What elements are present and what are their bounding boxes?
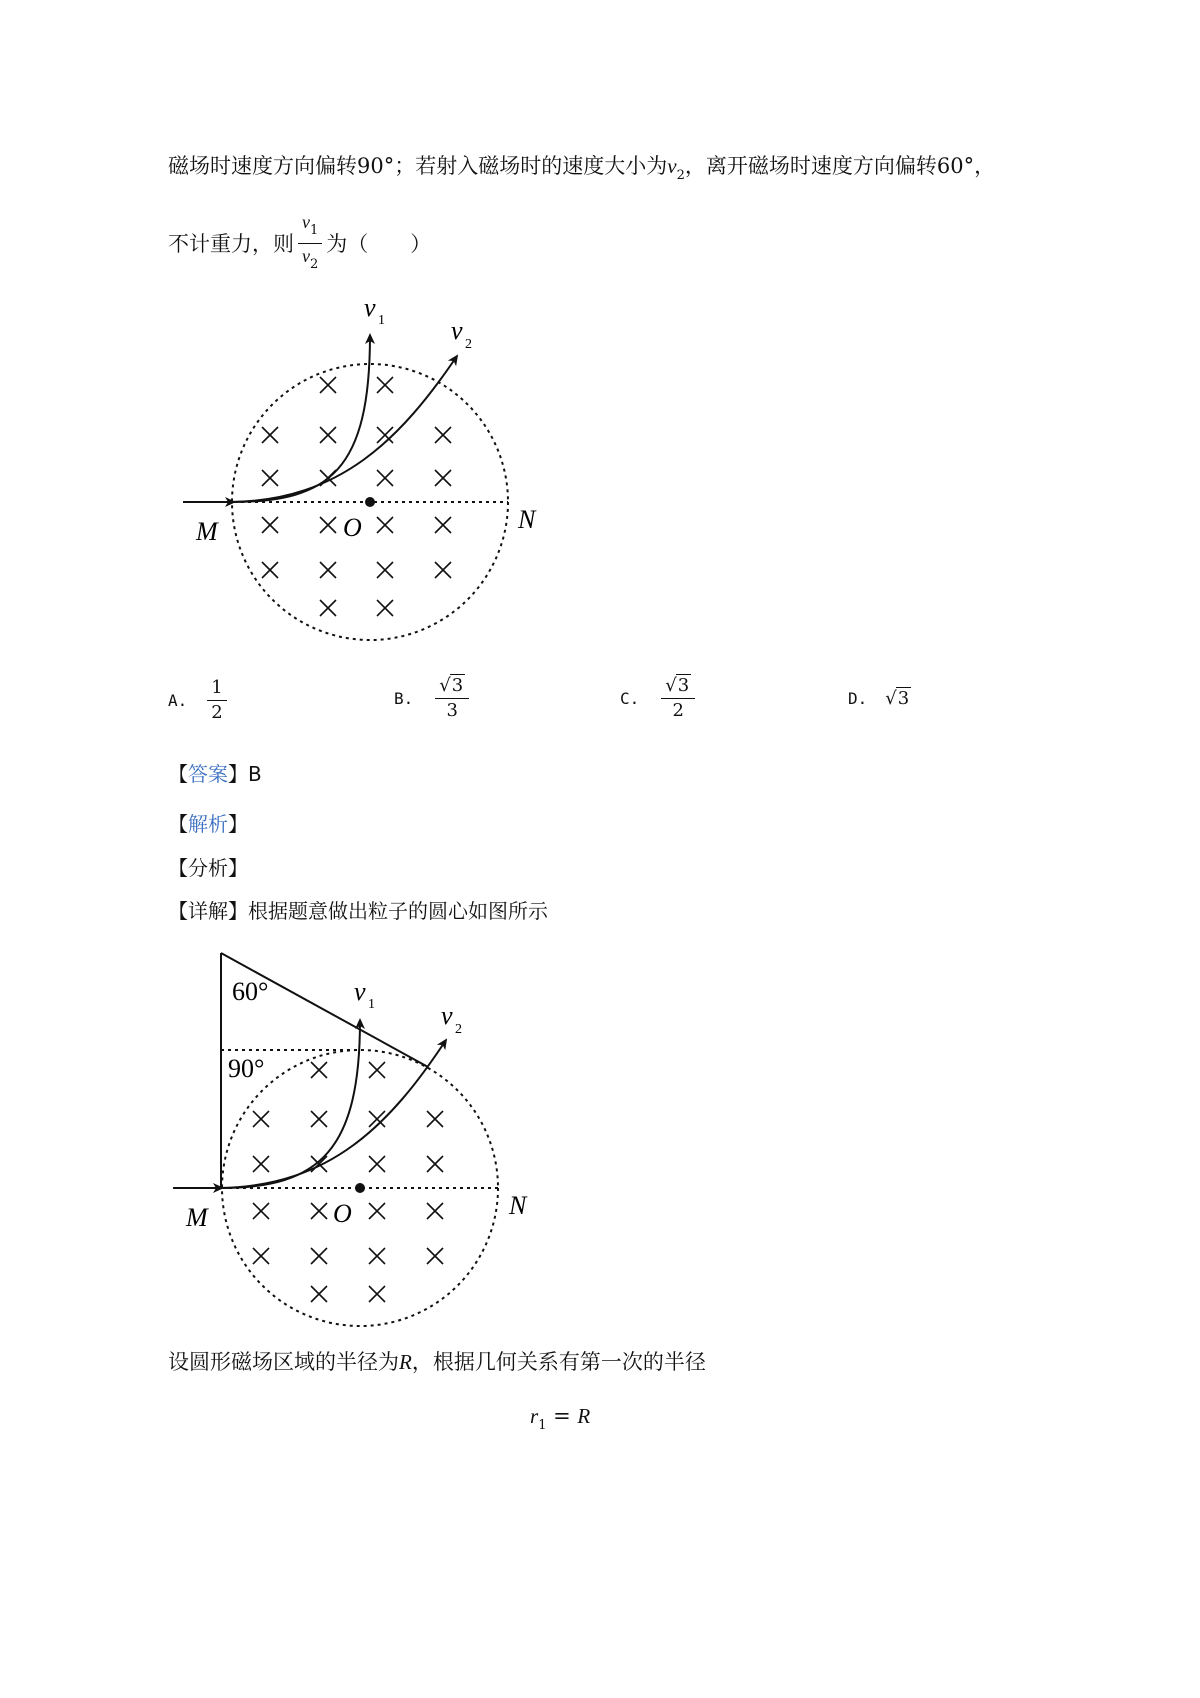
q-var: v <box>667 154 677 178</box>
label-N-2: N <box>509 1191 527 1220</box>
eq-lhs: r <box>530 1404 539 1428</box>
analysis-heading <box>168 810 248 838</box>
option-a-num: 1 <box>207 676 226 701</box>
figure-2-diagram <box>160 945 580 1345</box>
option-b[interactable] <box>394 674 473 723</box>
field-cross-marks-2 <box>253 1062 443 1302</box>
radius-text-line <box>168 1348 706 1376</box>
q-text: ， <box>974 154 996 178</box>
eq-sign: = <box>546 1404 578 1428</box>
ratio-fraction <box>298 210 322 277</box>
answer-value: B <box>248 762 262 786</box>
label-v2-sub: 2 <box>465 337 472 352</box>
radius-var: R <box>399 1350 412 1374</box>
center-point-2 <box>355 1183 365 1193</box>
label-v1: v <box>364 293 376 322</box>
figure-1-diagram <box>170 290 570 660</box>
equation-r1 <box>530 1402 590 1440</box>
frac-num: v <box>302 212 310 232</box>
option-a-den: 2 <box>211 702 223 723</box>
answer-tag: 答案 <box>188 762 228 786</box>
option-d-label: D. <box>848 689 868 708</box>
angle-90-label: 90° <box>228 1054 265 1083</box>
option-a[interactable] <box>168 676 231 725</box>
detail-text: 根据题意做出粒子的圆心如图所示 <box>248 899 548 923</box>
detail-head: 【详解】 <box>168 899 248 923</box>
label-v2-sub-2: 2 <box>455 1022 462 1037</box>
option-d-radicand: 3 <box>897 688 910 709</box>
analysis-bracket-open: 【 <box>168 812 188 836</box>
fenxi-heading: 【分析】 <box>168 856 248 880</box>
radius-text-2: ，根据几何关系有第一次的半径 <box>411 1350 706 1374</box>
q-text: ；若射入磁场时的速度大小为 <box>394 154 668 178</box>
question-line-1 <box>168 152 995 190</box>
q-text: 为（ ） <box>326 231 432 256</box>
option-a-value <box>207 676 226 725</box>
option-a-label: A. <box>168 691 188 710</box>
option-c-value: $\frac{√3}{2}$ <box>661 674 695 723</box>
q-angle: 90° <box>357 154 395 178</box>
label-M: M <box>196 517 218 546</box>
option-b-den: 3 <box>446 700 458 721</box>
label-v1-sub: 1 <box>378 313 385 328</box>
frac-den: v <box>302 246 310 266</box>
option-d-value: √3 <box>885 688 910 709</box>
trajectory-v1 <box>232 335 370 502</box>
eq-rhs: R <box>577 1404 591 1428</box>
detail-line <box>168 897 548 925</box>
radius-text-1: 设圆形磁场区域的半径为 <box>168 1350 399 1374</box>
q-text: 不计重力，则 <box>168 231 294 256</box>
label-v2-2: v <box>441 1001 453 1030</box>
q-angle: 60° <box>936 154 975 178</box>
radius-line-slanted <box>221 953 428 1067</box>
option-c-radicand: 3 <box>677 675 690 696</box>
option-b-value: $\frac{√3}{3}$ <box>435 674 469 723</box>
analysis-tag: 解析 <box>188 812 228 836</box>
label-v2: v <box>451 316 463 345</box>
q-text: ，离开磁场时速度方向偏转 <box>684 154 937 178</box>
option-c[interactable] <box>620 674 699 723</box>
frac-num-sub: 1 <box>310 223 319 238</box>
q-text: 磁场时速度方向偏转 <box>168 154 357 178</box>
option-b-radicand: 3 <box>451 675 464 696</box>
option-c-label: C. <box>620 689 640 708</box>
option-b-label: B. <box>394 689 414 708</box>
option-d[interactable] <box>848 688 911 709</box>
angle-60-label: 60° <box>232 977 269 1006</box>
label-O-2: O <box>333 1199 352 1228</box>
center-point <box>365 497 375 507</box>
question-line-2 <box>168 210 431 277</box>
frac-den-sub: 2 <box>310 257 319 272</box>
answer-bracket-close: 】 <box>228 762 248 786</box>
label-N: N <box>518 505 536 534</box>
label-v1-sub-2: 1 <box>368 997 375 1012</box>
q-sub: 2 <box>676 168 685 183</box>
label-O: O <box>343 513 362 542</box>
trajectory-v1-2 <box>221 1020 360 1188</box>
trajectory-v2 <box>232 356 457 502</box>
label-v1-2: v <box>354 977 366 1006</box>
answer-line <box>168 760 262 788</box>
label-M-2: M <box>186 1203 208 1232</box>
analysis-bracket-close: 】 <box>228 812 248 836</box>
option-c-den: 2 <box>672 700 684 721</box>
eq-lhs-sub: 1 <box>538 1418 547 1433</box>
answer-bracket-open: 【 <box>168 762 188 786</box>
